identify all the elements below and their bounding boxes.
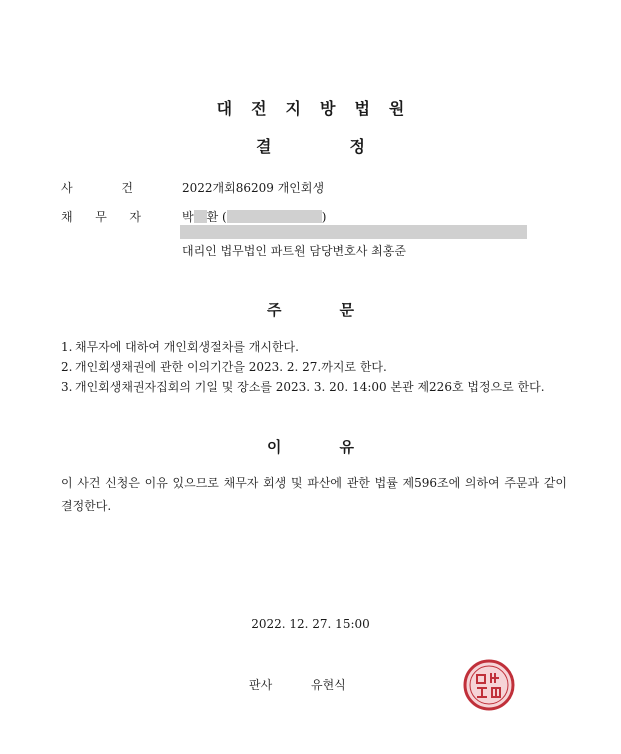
case-label: 사 건 [61,181,133,195]
address-redaction [180,225,527,239]
name-redaction [194,210,207,223]
list-item: 3. 개인회생채권자집회의 기일 및 장소를 2023. 3. 20. 14:00 본관 제226호 법정으로 한다. [61,380,545,394]
debtor-name: 박 환 ( ) [182,210,327,224]
judge-name: 유현식 [311,678,346,692]
debtor-label: 채 무 자 [61,210,141,224]
court-seal-icon [463,659,515,711]
document-type: 결정 [256,137,443,156]
case-number: 2022개회86209 개인회생 [182,181,325,195]
list-item: 2. 개인회생채권에 관한 이의기간을 2023. 2. 27.까지로 한다. [61,360,387,374]
court-name: 대전지방법원 [216,99,424,118]
order-title: 주문 [267,301,412,319]
debtor-representative: 대리인 법무법인 파트원 담당변호사 최홍준 [182,244,406,258]
reason-title: 이유 [267,438,412,456]
reason-text: 이 사건 신청은 이유 있으므로 채무자 회생 및 파산에 관한 법률 제596조에 의하여 주문과 같이 결정한다. [61,476,567,513]
list-item: 1. 채무자에 대하여 개인회생절차를 개시한다. [61,340,299,354]
decision-date: 2022. 12. 27. 15:00 [251,617,370,631]
judge-label: 판사 [249,678,273,692]
order-list [61,337,571,397]
id-redaction [227,210,322,223]
